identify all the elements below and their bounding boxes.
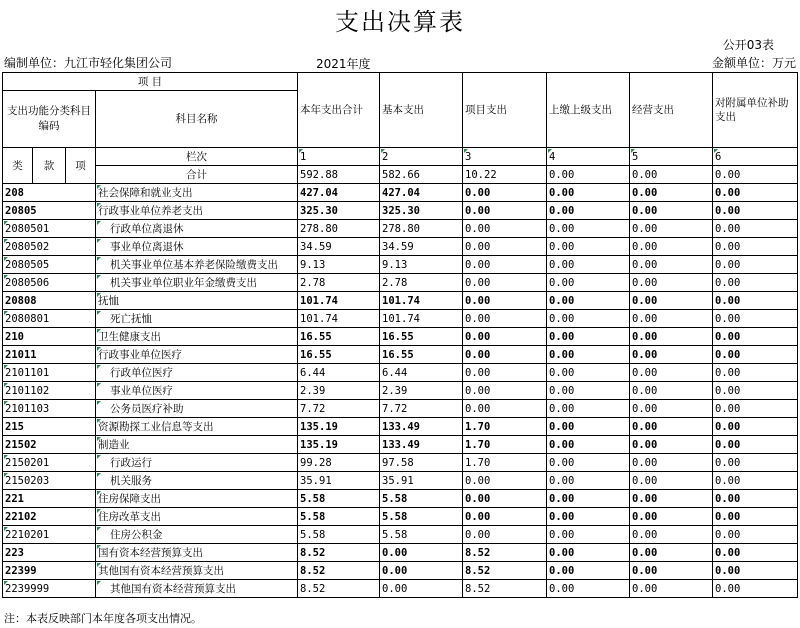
row-value: 6.44 [298,364,380,382]
lei-header: 类 [3,148,33,184]
row-value: 0.00 [713,418,798,436]
row-value: 0.00 [713,526,798,544]
row-value: 0.00 [713,256,798,274]
row-value: 0.00 [547,202,630,220]
row-value: 0.00 [547,544,630,562]
row-value: 0.00 [630,328,713,346]
row-value: 135.19 [298,418,380,436]
basic-header: 基本支出 [380,73,463,148]
row-value: 0.00 [547,364,630,382]
total-header: 本年支出合计 [298,73,380,148]
row-name: 公务员医疗补助 [96,400,298,418]
row-value: 2.39 [298,382,380,400]
row-value: 0.00 [630,472,713,490]
subsidiary-header: 对附属单位补助支出 [713,73,798,148]
row-value: 0.00 [463,382,547,400]
table-row [3,364,798,382]
col-num: 6 [713,148,798,166]
table-row [3,418,798,436]
row-value: 16.55 [380,346,463,364]
row-value: 0.00 [463,472,547,490]
row-code: 2080505 [3,256,96,274]
row-value: 7.72 [298,400,380,418]
row-value: 0.00 [547,508,630,526]
col-num: 5 [630,148,713,166]
row-code: 2080506 [3,274,96,292]
row-value: 0.00 [547,310,630,328]
row-code: 208 [3,184,96,202]
row-value: 1.70 [463,418,547,436]
row-value: 97.58 [380,454,463,472]
row-code: 2101101 [3,364,96,382]
row-code: 2239999 [3,580,96,598]
year-label: 2021年度 [316,57,371,71]
row-value: 0.00 [713,220,798,238]
row-value: 0.00 [713,454,798,472]
row-name: 死亡抚恤 [96,310,298,328]
table-row [3,220,798,238]
row-value: 0.00 [463,490,547,508]
row-value: 0.00 [547,382,630,400]
row-code: 2080501 [3,220,96,238]
row-value: 0.00 [713,580,798,598]
row-value: 0.00 [713,472,798,490]
row-value: 0.00 [630,184,713,202]
row-value: 0.00 [547,454,630,472]
row-value: 0.00 [547,472,630,490]
row-value: 0.00 [380,544,463,562]
row-value: 0.00 [547,490,630,508]
row-value: 101.74 [380,292,463,310]
row-value: 0.00 [547,418,630,436]
row-value: 7.72 [380,400,463,418]
table-row [3,580,798,598]
row-code: 2210201 [3,526,96,544]
row-value: 35.91 [380,472,463,490]
lanci-label: 栏次 [96,148,298,166]
row-value: 16.55 [380,328,463,346]
heji-label: 合计 [96,166,298,184]
row-value: 16.55 [298,328,380,346]
total-value: 0.00 [713,166,798,184]
col-num: 2 [380,148,463,166]
row-value: 0.00 [630,310,713,328]
row-value: 0.00 [630,562,713,580]
row-value: 0.00 [630,436,713,454]
row-name: 行政事业单位养老支出 [96,202,298,220]
row-name: 卫生健康支出 [96,328,298,346]
row-code: 21011 [3,346,96,364]
row-code: 20808 [3,292,96,310]
row-value: 0.00 [547,184,630,202]
row-value: 0.00 [713,310,798,328]
row-value: 0.00 [713,508,798,526]
row-name: 行政事业单位医疗 [96,346,298,364]
row-value: 1.70 [463,436,547,454]
page-title: 支出决算表 [335,8,465,36]
row-value: 5.58 [298,508,380,526]
row-value: 0.00 [713,238,798,256]
row-value: 0.00 [547,526,630,544]
row-value: 8.52 [463,562,547,580]
table-row [3,256,798,274]
table-row [3,508,798,526]
total-value: 10.22 [463,166,547,184]
row-value: 101.74 [380,310,463,328]
table-row [3,184,798,202]
table-row [3,292,798,310]
row-code: 2080801 [3,310,96,328]
business-header: 经营支出 [630,73,713,148]
table-row [3,202,798,220]
row-value: 0.00 [713,184,798,202]
row-value: 0.00 [547,220,630,238]
row-value: 0.00 [630,346,713,364]
row-name: 住房保障支出 [96,490,298,508]
row-name: 机关事业单位职业年金缴费支出 [96,274,298,292]
total-value: 0.00 [630,166,713,184]
row-value: 0.00 [547,274,630,292]
row-value: 0.00 [630,364,713,382]
row-name: 事业单位离退休 [96,238,298,256]
total-value: 0.00 [547,166,630,184]
row-value: 1.70 [463,454,547,472]
row-name: 行政单位医疗 [96,364,298,382]
row-value: 278.80 [298,220,380,238]
row-value: 0.00 [630,238,713,256]
row-value: 9.13 [380,256,463,274]
expenditure-table [2,72,798,598]
row-value: 5.58 [298,490,380,508]
row-value: 0.00 [630,382,713,400]
row-value: 133.49 [380,418,463,436]
table-row [3,544,798,562]
unit-label: 金额单位：万元 [711,56,796,70]
row-value: 133.49 [380,436,463,454]
row-name: 住房改革支出 [96,508,298,526]
row-value: 0.00 [630,454,713,472]
row-value: 8.52 [463,544,547,562]
row-value: 0.00 [713,346,798,364]
row-code: 2150203 [3,472,96,490]
row-value: 0.00 [463,184,547,202]
row-value: 0.00 [380,580,463,598]
row-value: 0.00 [713,202,798,220]
row-name: 其他国有资本经营预算支出 [96,562,298,580]
row-code: 2150201 [3,454,96,472]
table-row [3,562,798,580]
row-value: 0.00 [547,436,630,454]
row-value: 0.00 [463,292,547,310]
total-value: 592.88 [298,166,380,184]
org-label: 编制单位：九江市轻化集团公司 [4,56,173,70]
col-num: 1 [298,148,380,166]
row-value: 34.59 [298,238,380,256]
row-code: 21502 [3,436,96,454]
row-value: 9.13 [298,256,380,274]
row-name: 机关服务 [96,472,298,490]
func-code-header: 支出功能分类科目编码 [3,91,96,148]
row-value: 0.00 [463,364,547,382]
table-code: 公开03表 [722,38,774,52]
row-code: 221 [3,490,96,508]
row-value: 0.00 [463,400,547,418]
row-value: 6.44 [380,364,463,382]
col-num: 3 [463,148,547,166]
row-value: 0.00 [463,202,547,220]
row-value: 0.00 [630,580,713,598]
row-value: 0.00 [630,274,713,292]
upper-header: 上缴上级支出 [547,73,630,148]
row-name: 机关事业单位基本养老保险缴费支出 [96,256,298,274]
row-value: 0.00 [630,508,713,526]
row-value: 0.00 [713,382,798,400]
row-value: 0.00 [547,346,630,364]
table-row [3,328,798,346]
table-row [3,274,798,292]
row-value: 16.55 [298,346,380,364]
row-value: 8.52 [298,580,380,598]
table-row [3,238,798,256]
row-code: 2080502 [3,238,96,256]
row-value: 0.00 [463,328,547,346]
row-value: 0.00 [713,490,798,508]
row-value: 0.00 [463,256,547,274]
row-value: 0.00 [713,292,798,310]
table-row [3,472,798,490]
row-value: 0.00 [630,526,713,544]
row-value: 0.00 [547,292,630,310]
row-value: 0.00 [380,562,463,580]
project-header: 项 目 [3,73,298,91]
row-value: 101.74 [298,292,380,310]
subject-name-header: 科目名称 [96,91,298,148]
row-name: 行政运行 [96,454,298,472]
row-value: 0.00 [463,526,547,544]
row-code: 2101102 [3,382,96,400]
row-code: 215 [3,418,96,436]
row-value: 5.58 [298,526,380,544]
row-value: 0.00 [547,562,630,580]
row-value: 5.58 [380,508,463,526]
row-name: 住房公积金 [96,526,298,544]
row-value: 99.28 [298,454,380,472]
table-row [3,526,798,544]
row-value: 0.00 [463,238,547,256]
row-value: 0.00 [630,544,713,562]
kuan-header: 款 [33,148,66,184]
table-row [3,310,798,328]
row-value: 0.00 [630,202,713,220]
row-value: 135.19 [298,436,380,454]
row-value: 0.00 [463,346,547,364]
row-value: 325.30 [298,202,380,220]
project-exp-header: 项目支出 [463,73,547,148]
row-value: 0.00 [713,364,798,382]
row-value: 0.00 [713,328,798,346]
row-value: 0.00 [713,400,798,418]
row-value: 0.00 [547,256,630,274]
row-name: 行政单位离退休 [96,220,298,238]
row-value: 2.78 [380,274,463,292]
row-code: 22399 [3,562,96,580]
row-name: 国有资本经营预算支出 [96,544,298,562]
row-value: 0.00 [630,490,713,508]
row-value: 0.00 [463,220,547,238]
row-value: 8.52 [298,562,380,580]
row-name: 资源勘探工业信息等支出 [96,418,298,436]
row-code: 210 [3,328,96,346]
table-row [3,346,798,364]
row-code: 20805 [3,202,96,220]
row-value: 0.00 [547,400,630,418]
row-value: 2.78 [298,274,380,292]
row-value: 0.00 [713,436,798,454]
row-value: 0.00 [630,400,713,418]
row-value: 35.91 [298,472,380,490]
row-value: 0.00 [630,292,713,310]
table-row [3,490,798,508]
row-name: 制造业 [96,436,298,454]
row-code: 223 [3,544,96,562]
row-value: 0.00 [630,256,713,274]
table-row [3,382,798,400]
row-code: 2101103 [3,400,96,418]
row-value: 2.39 [380,382,463,400]
row-value: 0.00 [463,274,547,292]
row-value: 8.52 [463,580,547,598]
row-value: 278.80 [380,220,463,238]
row-value: 0.00 [713,562,798,580]
table-row [3,436,798,454]
row-value: 101.74 [298,310,380,328]
row-value: 5.58 [380,526,463,544]
row-name: 社会保障和就业支出 [96,184,298,202]
row-name: 抚恤 [96,292,298,310]
row-value: 0.00 [547,580,630,598]
row-value: 0.00 [713,544,798,562]
row-name: 事业单位医疗 [96,382,298,400]
row-value: 0.00 [630,418,713,436]
row-code: 22102 [3,508,96,526]
row-value: 0.00 [713,274,798,292]
table-row [3,454,798,472]
row-value: 5.58 [380,490,463,508]
row-value: 0.00 [463,508,547,526]
row-value: 0.00 [463,310,547,328]
row-name: 其他国有资本经营预算支出 [96,580,298,598]
total-value: 582.66 [380,166,463,184]
row-value: 8.52 [298,544,380,562]
footnote: 注：本表反映部门本年度各项支出情况。 [4,612,202,625]
row-value: 0.00 [547,238,630,256]
col-num: 4 [547,148,630,166]
xiang-header: 项 [66,148,96,184]
row-value: 0.00 [547,328,630,346]
row-value: 427.04 [380,184,463,202]
row-value: 0.00 [630,220,713,238]
table-row [3,400,798,418]
row-value: 34.59 [380,238,463,256]
row-value: 427.04 [298,184,380,202]
row-value: 325.30 [380,202,463,220]
